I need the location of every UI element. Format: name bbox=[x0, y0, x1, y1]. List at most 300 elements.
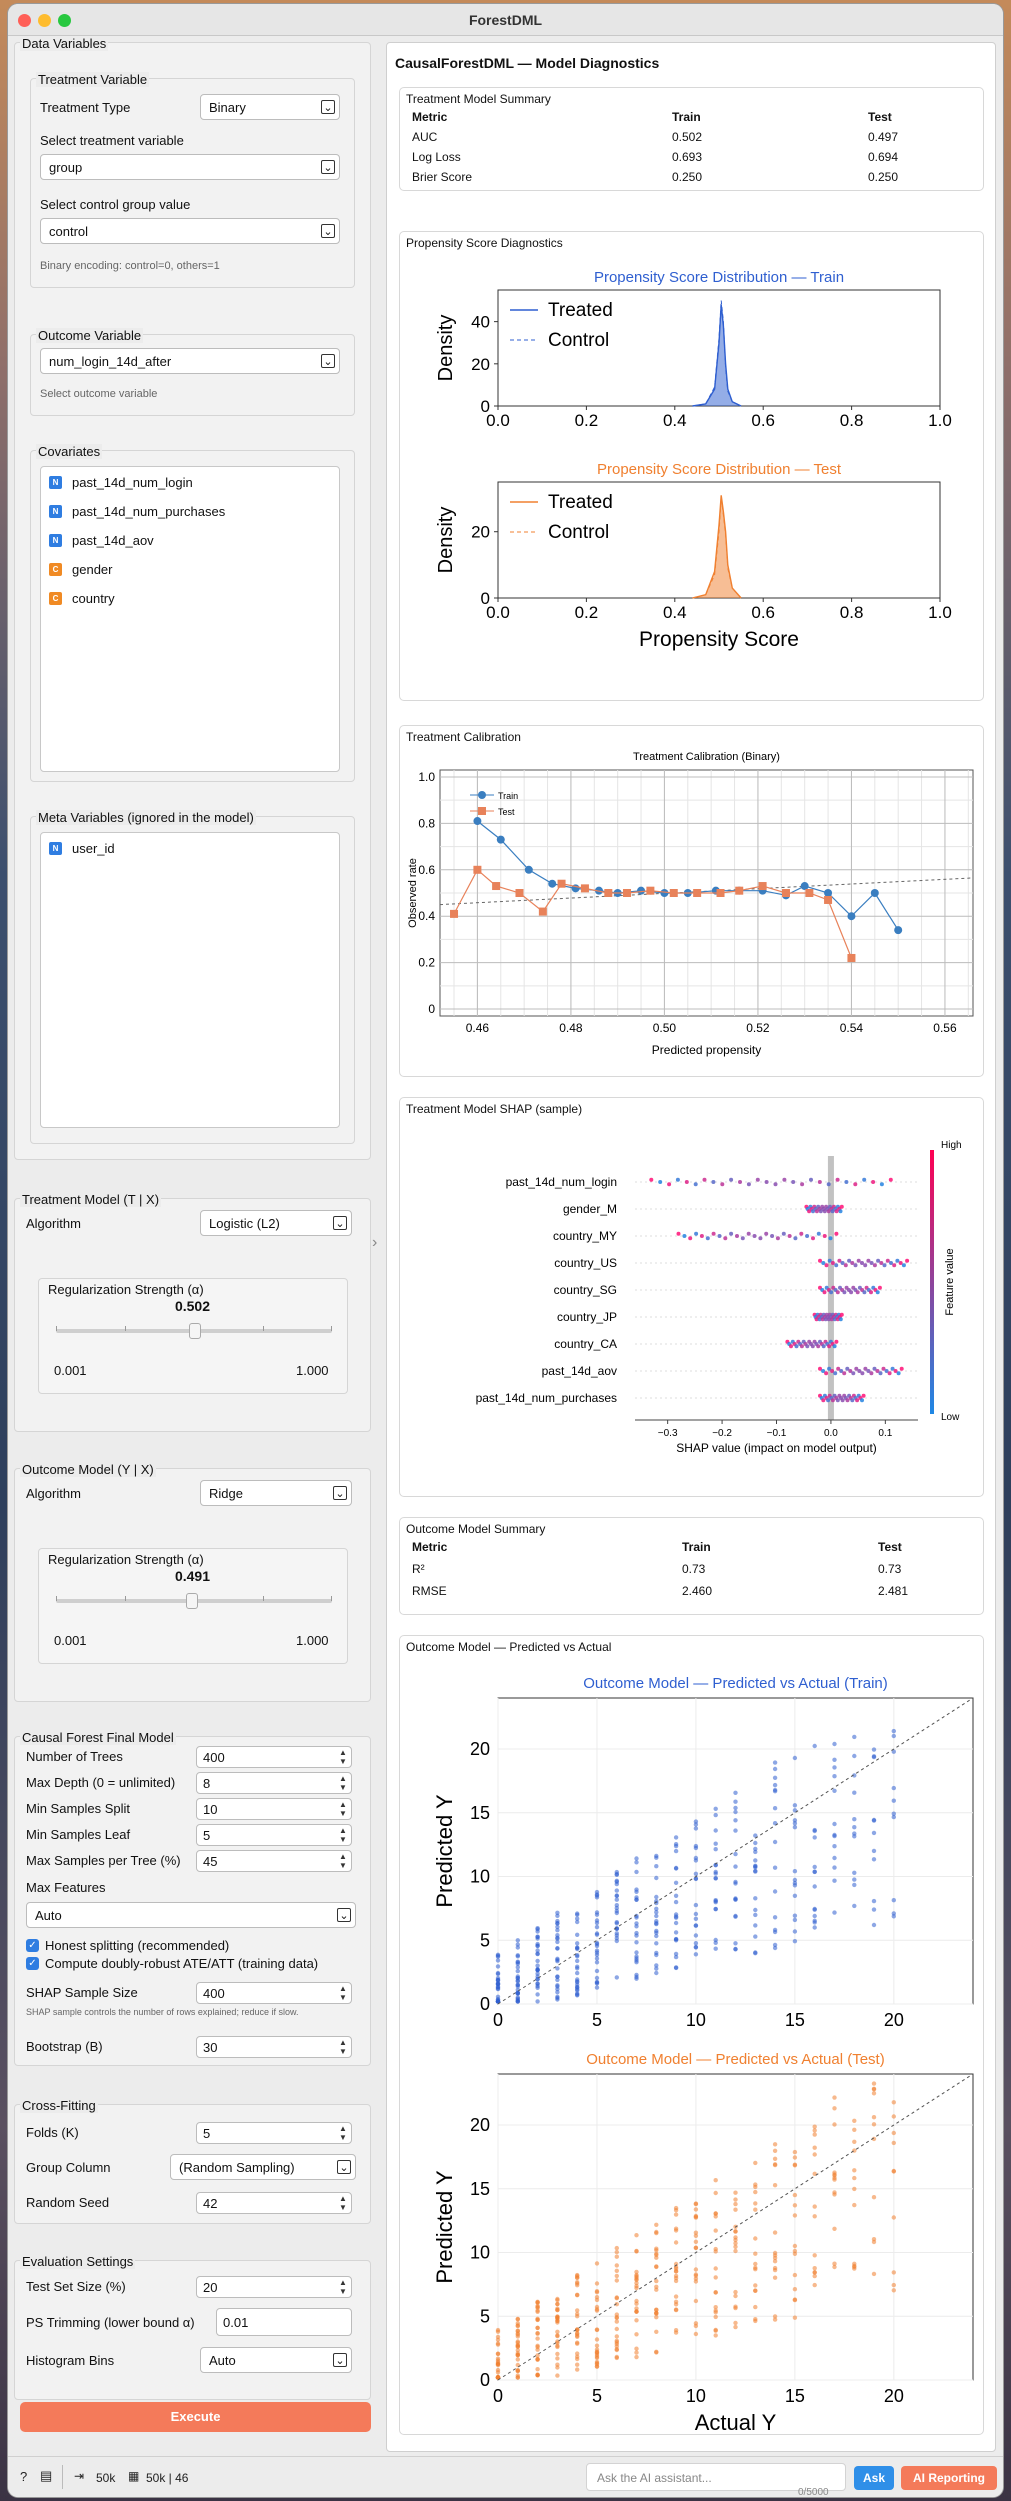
scatter-point bbox=[496, 2375, 500, 2379]
spin-arrows-icon[interactable]: ▲ ▼ bbox=[339, 2124, 347, 2142]
chevron-down-icon: ⌄ bbox=[333, 1486, 347, 1500]
covariate-item[interactable] bbox=[49, 558, 112, 580]
scatter-point bbox=[615, 2246, 619, 2250]
scatter-point bbox=[793, 1918, 797, 1922]
table-cell: 0.73 bbox=[878, 1562, 902, 1576]
scatter-point bbox=[634, 1870, 638, 1874]
scatter-point bbox=[595, 1976, 599, 1980]
scatter-point bbox=[852, 1825, 856, 1829]
scatter-point bbox=[674, 1921, 678, 1925]
scatter-point bbox=[575, 1965, 579, 1969]
scatter-point bbox=[575, 1971, 579, 1975]
ps-trimming-input[interactable] bbox=[216, 2308, 352, 2336]
covariate-item[interactable] bbox=[49, 471, 193, 493]
shap-point bbox=[824, 1371, 828, 1375]
scatter-point bbox=[813, 2214, 817, 2218]
scatter-point bbox=[575, 2274, 579, 2278]
scatter-point bbox=[634, 2318, 638, 2322]
scatter-point bbox=[872, 2115, 876, 2119]
scatter-point bbox=[852, 2140, 856, 2144]
shap-point bbox=[818, 1180, 822, 1184]
scatter-point bbox=[595, 2298, 599, 2302]
status-bar bbox=[8, 2456, 1003, 2497]
scatter-point bbox=[595, 1981, 599, 1985]
scatter-point bbox=[535, 1959, 539, 1963]
shap-point bbox=[870, 1261, 874, 1265]
scatter-point bbox=[714, 2228, 718, 2232]
min-samples-leaf-value: 5 bbox=[203, 1828, 211, 1843]
table-cell: R² bbox=[412, 1562, 425, 1576]
scatter-point bbox=[496, 1986, 500, 1990]
scatter-point bbox=[793, 1929, 797, 1933]
shap-point bbox=[776, 1236, 780, 1240]
scatter-point bbox=[575, 1983, 579, 1987]
scatter-point bbox=[694, 1826, 698, 1830]
scatter-point bbox=[674, 1952, 678, 1956]
collapse-arrow-icon[interactable]: › bbox=[372, 1234, 378, 1251]
shap-point bbox=[818, 1259, 822, 1263]
scatter-point bbox=[694, 2272, 698, 2276]
export-icon[interactable]: ⇥ bbox=[74, 2469, 85, 2483]
y-tick-label: 15 bbox=[469, 1802, 490, 1823]
shap-point bbox=[700, 1234, 704, 1238]
calibration-point bbox=[894, 926, 902, 934]
scatter-point bbox=[615, 2255, 619, 2259]
treatment-reg-value: 0.502 bbox=[174, 1298, 211, 1314]
left-panel bbox=[14, 36, 371, 2452]
test-size-spinbox[interactable] bbox=[196, 2276, 352, 2298]
shap-title: Treatment Model SHAP (sample) bbox=[406, 1102, 583, 1116]
shap-point bbox=[839, 1209, 843, 1213]
max-samples-value: 45 bbox=[203, 1854, 218, 1869]
meta-variables-list[interactable] bbox=[40, 832, 340, 1128]
scatter-point bbox=[813, 2283, 817, 2287]
covariate-label: past_14d_num_purchases bbox=[72, 503, 226, 519]
x-tick-label: 0.6 bbox=[751, 603, 776, 622]
shap-point bbox=[871, 1180, 875, 1184]
shap-sample-value: 400 bbox=[203, 1986, 225, 2001]
scatter-point bbox=[773, 1788, 777, 1792]
treatment-variable-title: Treatment Variable bbox=[38, 72, 148, 87]
treatment-summary-title: Treatment Model Summary bbox=[406, 92, 551, 106]
spin-arrows-icon[interactable]: ▲ ▼ bbox=[339, 1826, 347, 1844]
scatter-point bbox=[634, 2233, 638, 2237]
scatter-point bbox=[813, 1920, 817, 1924]
scatter-point bbox=[575, 2312, 579, 2316]
x-tick-label: 10 bbox=[685, 2386, 706, 2406]
scatter-point bbox=[852, 1817, 856, 1821]
scatter-point bbox=[813, 1835, 817, 1839]
chart-title: Outcome Model — Predicted vs Actual (Test) bbox=[586, 2051, 885, 2068]
table-icon: ▦ bbox=[128, 2469, 140, 2483]
shap-point bbox=[831, 1261, 835, 1265]
scatter-point bbox=[575, 2351, 579, 2355]
scatter-point bbox=[832, 2227, 836, 2231]
scatter-point bbox=[733, 2191, 737, 2195]
scatter-point bbox=[813, 1865, 817, 1869]
shap-point bbox=[855, 1398, 859, 1402]
scatter-point bbox=[575, 1992, 579, 1996]
covariate-label: country bbox=[72, 590, 115, 606]
numeric-badge-icon: N bbox=[49, 842, 62, 855]
shap-point bbox=[720, 1182, 724, 1186]
x-tick-label: 10 bbox=[685, 2010, 706, 2030]
scatter-point bbox=[832, 1774, 836, 1778]
scatter-point bbox=[575, 2357, 579, 2361]
scatter-point bbox=[615, 1872, 619, 1876]
meta-item[interactable] bbox=[49, 837, 115, 859]
outcome-variable-select[interactable] bbox=[40, 348, 340, 374]
scatter-point bbox=[872, 2091, 876, 2095]
scatter-point bbox=[516, 2375, 520, 2379]
calibration-point bbox=[473, 866, 481, 874]
scatter-point bbox=[852, 2203, 856, 2207]
x-tick-label: 0.0 bbox=[486, 603, 510, 622]
legend-label: Treated bbox=[548, 300, 613, 321]
y-tick-label: 15 bbox=[469, 2178, 490, 2199]
treatment-reg-slider-handle[interactable] bbox=[189, 1323, 201, 1339]
calibration-point bbox=[581, 884, 589, 892]
folds-spinbox[interactable] bbox=[196, 2122, 352, 2144]
pred-actual-charts bbox=[400, 1660, 983, 2430]
scatter-point bbox=[535, 1999, 539, 2003]
calibration-point bbox=[558, 880, 566, 888]
scatter-point bbox=[694, 2202, 698, 2206]
covariate-item[interactable] bbox=[49, 587, 115, 609]
covariates-list[interactable] bbox=[40, 466, 340, 772]
scatter-point bbox=[634, 2302, 638, 2306]
scatter-point bbox=[555, 1978, 559, 1982]
scatter-point bbox=[555, 1940, 559, 1944]
random-seed-spinbox[interactable] bbox=[196, 2192, 352, 2214]
evaluation-title: Evaluation Settings bbox=[22, 2254, 134, 2269]
scatter-point bbox=[674, 2279, 678, 2283]
scatter-point bbox=[674, 1966, 678, 1970]
outcome-algorithm-select[interactable] bbox=[200, 1480, 352, 1506]
scatter-point bbox=[793, 1939, 797, 1943]
scatter-point bbox=[654, 1876, 658, 1880]
ai-assistant-input[interactable]: Ask the AI assistant... bbox=[586, 2463, 846, 2491]
scatter-point bbox=[852, 2168, 856, 2172]
y-tick-label: 0 bbox=[479, 1994, 490, 2014]
shap-point bbox=[694, 1232, 698, 1236]
spin-arrows-icon[interactable]: ▲ ▼ bbox=[339, 1774, 347, 1792]
outcome-variable-title: Outcome Variable bbox=[38, 328, 142, 343]
test-size-value: 20 bbox=[203, 2280, 218, 2295]
shap-point bbox=[825, 1263, 829, 1267]
table-cell: AUC bbox=[412, 130, 438, 144]
y-tick-label: 0.8 bbox=[418, 816, 435, 831]
scatter-point bbox=[694, 1872, 698, 1876]
max-depth-label: Max Depth (0 = unlimited) bbox=[26, 1775, 176, 1790]
outcome-reg-slider-handle[interactable] bbox=[186, 1593, 198, 1609]
scatter-point bbox=[733, 2305, 737, 2309]
calibration-point bbox=[637, 887, 645, 895]
shap-point bbox=[869, 1371, 873, 1375]
scatter-point bbox=[872, 1755, 876, 1759]
scatter-point bbox=[694, 1933, 698, 1937]
treatment-algorithm-select[interactable] bbox=[200, 1210, 352, 1236]
scatter-point bbox=[595, 2360, 599, 2364]
max-features-value: Auto bbox=[35, 1908, 62, 1923]
shap-point bbox=[836, 1290, 840, 1294]
table-cell: 0.73 bbox=[682, 1562, 706, 1576]
spin-arrows-icon[interactable]: ▲ ▼ bbox=[339, 2194, 347, 2212]
x-tick-label: 0.54 bbox=[839, 1021, 864, 1035]
scatter-point bbox=[714, 1947, 718, 1951]
scatter-point bbox=[733, 2294, 737, 2298]
table-header: Metric bbox=[412, 1540, 448, 1554]
scatter-point bbox=[753, 2161, 757, 2165]
scatter-point bbox=[773, 2157, 777, 2161]
numeric-badge-icon: N bbox=[49, 534, 62, 547]
diagnostics-panel[interactable] bbox=[386, 42, 996, 2452]
scatter-point bbox=[872, 1849, 876, 1853]
honest-splitting-checkbox[interactable] bbox=[26, 1938, 229, 1953]
spin-arrows-icon[interactable]: ▲ ▼ bbox=[339, 2038, 347, 2056]
scatter-point bbox=[575, 1959, 579, 1963]
scatter-point bbox=[496, 2341, 500, 2345]
scatter-point bbox=[832, 1833, 836, 1837]
shap-point bbox=[833, 1371, 837, 1375]
outcome-variable-hint: Select outcome variable bbox=[40, 388, 158, 400]
scatter-point bbox=[634, 1956, 638, 1960]
document-icon[interactable]: ▤ bbox=[40, 2468, 53, 2483]
shap-section bbox=[399, 1097, 984, 1497]
covariate-label: gender bbox=[72, 561, 113, 577]
shap-point bbox=[774, 1182, 778, 1186]
scatter-point bbox=[773, 2162, 777, 2166]
cross-fitting-title: Cross-Fitting bbox=[22, 2098, 96, 2113]
scatter-point bbox=[813, 2128, 817, 2132]
scatter-point bbox=[714, 1876, 718, 1880]
shap-point bbox=[658, 1180, 662, 1184]
scatter-point bbox=[615, 2312, 619, 2316]
scatter-point bbox=[496, 1978, 500, 1982]
scatter-point bbox=[575, 1920, 579, 1924]
group-column-select[interactable] bbox=[170, 2154, 356, 2180]
feature-label: country_CA bbox=[554, 1337, 617, 1351]
shap-point bbox=[892, 1263, 896, 1267]
scatter-point bbox=[813, 2253, 817, 2257]
shap-sample-spinbox[interactable] bbox=[196, 1982, 352, 2004]
scatter-point bbox=[694, 2267, 698, 2271]
scatter-point bbox=[753, 1950, 757, 1954]
scatter-point bbox=[733, 2321, 737, 2325]
question-icon[interactable]: ? bbox=[20, 2469, 28, 2484]
scatter-point bbox=[516, 1954, 520, 1958]
scatter-point bbox=[694, 1846, 698, 1850]
scatter-point bbox=[535, 2372, 539, 2376]
scatter-point bbox=[892, 1914, 896, 1918]
shap-point bbox=[685, 1180, 689, 1184]
scatter-point bbox=[793, 2163, 797, 2167]
spin-arrows-icon[interactable]: ▲ ▼ bbox=[339, 1800, 347, 1818]
scatter-point bbox=[694, 1952, 698, 1956]
shap-point bbox=[833, 1344, 837, 1348]
scatter-point bbox=[595, 2350, 599, 2354]
control-group-value: control bbox=[49, 224, 89, 239]
shap-point bbox=[857, 1259, 861, 1263]
scatter-point bbox=[535, 2326, 539, 2330]
bootstrap-spinbox[interactable] bbox=[196, 2036, 352, 2058]
spin-arrows-icon[interactable]: ▲ ▼ bbox=[339, 1852, 347, 1870]
calibration-point bbox=[646, 887, 654, 895]
y-tick-label: 0 bbox=[480, 397, 490, 416]
covariate-label: past_14d_num_login bbox=[72, 474, 193, 490]
shap-point bbox=[706, 1236, 710, 1240]
min-samples-split-spinbox[interactable] bbox=[196, 1798, 352, 1820]
scatter-point bbox=[516, 2321, 520, 2325]
scatter-point bbox=[496, 2370, 500, 2374]
doubly-robust-checkbox[interactable] bbox=[26, 1956, 318, 1971]
scatter-point bbox=[516, 2339, 520, 2343]
min-samples-leaf-spinbox[interactable] bbox=[196, 1824, 352, 1846]
covariate-item[interactable] bbox=[49, 529, 154, 551]
control-group-select[interactable] bbox=[40, 218, 340, 244]
scatter-point bbox=[516, 1978, 520, 1982]
shap-point bbox=[849, 1290, 853, 1294]
spin-arrows-icon[interactable]: ▲ ▼ bbox=[339, 1748, 347, 1766]
scatter-point bbox=[694, 2240, 698, 2244]
min-samples-split-value: 10 bbox=[203, 1802, 218, 1817]
shap-point bbox=[823, 1290, 827, 1294]
scatter-point bbox=[872, 2081, 876, 2085]
scatter-point bbox=[852, 1877, 856, 1881]
outcome-algorithm-value: Ridge bbox=[209, 1486, 243, 1501]
max-depth-value: 8 bbox=[203, 1776, 211, 1791]
scatter-point bbox=[674, 1937, 678, 1941]
shap-point bbox=[747, 1182, 751, 1186]
scatter-point bbox=[634, 2355, 638, 2359]
treatment-model-title: Treatment Model (T | X) bbox=[22, 1192, 160, 1207]
scatter-point bbox=[852, 2187, 856, 2191]
shap-point bbox=[840, 1313, 844, 1317]
shap-chart bbox=[400, 1120, 983, 1492]
scatter-point bbox=[892, 2283, 896, 2287]
scatter-point bbox=[733, 1915, 737, 1919]
scatter-point bbox=[595, 1949, 599, 1953]
scatter-point bbox=[773, 1915, 777, 1919]
scatter-point bbox=[516, 2353, 520, 2357]
execute-button[interactable]: Execute bbox=[20, 2402, 371, 2432]
x-axis-label: SHAP value (impact on model output) bbox=[676, 1441, 877, 1455]
scatter-point bbox=[892, 2131, 896, 2135]
slider-tick bbox=[125, 1326, 126, 1331]
scatter-point bbox=[674, 1881, 678, 1885]
scatter-point bbox=[733, 1806, 737, 1810]
ask-button[interactable]: Ask bbox=[854, 2466, 894, 2490]
ai-reporting-button[interactable]: AI Reporting bbox=[901, 2466, 997, 2490]
calibration-point bbox=[473, 817, 481, 825]
y-tick-label: 20 bbox=[469, 2115, 490, 2135]
max-samples-spinbox[interactable] bbox=[196, 1850, 352, 1872]
numeric-badge-icon: N bbox=[49, 505, 62, 518]
scatter-point bbox=[714, 2275, 718, 2279]
shap-sample-label: SHAP Sample Size bbox=[26, 1985, 138, 2000]
slider-tick bbox=[331, 1326, 332, 1331]
treatment-variable-select[interactable] bbox=[40, 154, 340, 180]
scatter-point bbox=[733, 2241, 737, 2245]
treatment-type-select[interactable] bbox=[200, 94, 340, 120]
scatter-point bbox=[535, 1992, 539, 1996]
table-header: Test bbox=[868, 110, 892, 124]
scatter-point bbox=[575, 2335, 579, 2339]
scatter-point bbox=[733, 2202, 737, 2206]
checkmark-icon: ✓ bbox=[26, 1939, 39, 1952]
shap-point bbox=[834, 1232, 838, 1236]
scatter-point bbox=[714, 2266, 718, 2270]
scatter-point bbox=[892, 2169, 896, 2173]
scatter-point bbox=[872, 1923, 876, 1927]
spin-arrows-icon[interactable]: ▲ ▼ bbox=[339, 1984, 347, 2002]
scatter-point bbox=[773, 2266, 777, 2270]
scatter-point bbox=[516, 1960, 520, 1964]
folds-label: Folds (K) bbox=[26, 2125, 79, 2140]
scatter-point bbox=[595, 2281, 599, 2285]
scatter-point bbox=[555, 2297, 559, 2301]
calibration-point bbox=[782, 889, 790, 897]
scatter-point bbox=[733, 1810, 737, 1814]
max-samples-label: Max Samples per Tree (%) bbox=[26, 1853, 181, 1868]
app-window bbox=[8, 4, 1003, 2497]
scatter-point bbox=[714, 1828, 718, 1832]
shap-point bbox=[782, 1232, 786, 1236]
shap-point bbox=[854, 1263, 858, 1267]
scatter-point bbox=[535, 2367, 539, 2371]
scatter-point bbox=[714, 2329, 718, 2333]
legend-marker bbox=[478, 791, 486, 799]
num-trees-spinbox[interactable] bbox=[196, 1746, 352, 1768]
spin-arrows-icon[interactable]: ▲ ▼ bbox=[339, 2278, 347, 2296]
slider-tick bbox=[56, 1326, 57, 1331]
scatter-point bbox=[832, 1910, 836, 1914]
scatter-point bbox=[892, 1786, 896, 1790]
max-features-select[interactable] bbox=[26, 1902, 356, 1928]
calibration-point bbox=[824, 896, 832, 904]
scatter-point bbox=[575, 1911, 579, 1915]
scatter-point bbox=[793, 1878, 797, 1882]
covariate-item[interactable] bbox=[49, 500, 225, 522]
shap-point bbox=[809, 1178, 813, 1182]
propensity-charts bbox=[400, 256, 983, 696]
scatter-point bbox=[654, 1907, 658, 1911]
scatter-point bbox=[872, 1747, 876, 1751]
scatter-point bbox=[714, 2191, 718, 2195]
x-axis-label: Propensity Score bbox=[639, 628, 799, 651]
histogram-bins-select[interactable] bbox=[200, 2347, 352, 2373]
scatter-point bbox=[654, 2330, 658, 2334]
scatter-point bbox=[714, 1813, 718, 1817]
y-tick-label: 0 bbox=[479, 2370, 490, 2390]
max-depth-spinbox[interactable] bbox=[196, 1772, 352, 1794]
scatter-point bbox=[634, 2286, 638, 2290]
scatter-point bbox=[872, 1831, 876, 1835]
outcome-summary-title: Outcome Model Summary bbox=[406, 1522, 546, 1536]
scatter-point bbox=[872, 1818, 876, 1822]
scatter-point bbox=[852, 2176, 856, 2180]
colorbar bbox=[930, 1150, 934, 1414]
scatter-point bbox=[634, 2332, 638, 2336]
y-tick-label: 5 bbox=[479, 2306, 490, 2327]
folds-value: 5 bbox=[203, 2126, 211, 2141]
scatter-point bbox=[555, 1946, 559, 1950]
scatter-point bbox=[694, 1917, 698, 1921]
scatter-point bbox=[674, 2302, 678, 2306]
scatter-point bbox=[852, 2148, 856, 2152]
scatter-point bbox=[634, 2350, 638, 2354]
scatter-point bbox=[753, 2267, 757, 2271]
